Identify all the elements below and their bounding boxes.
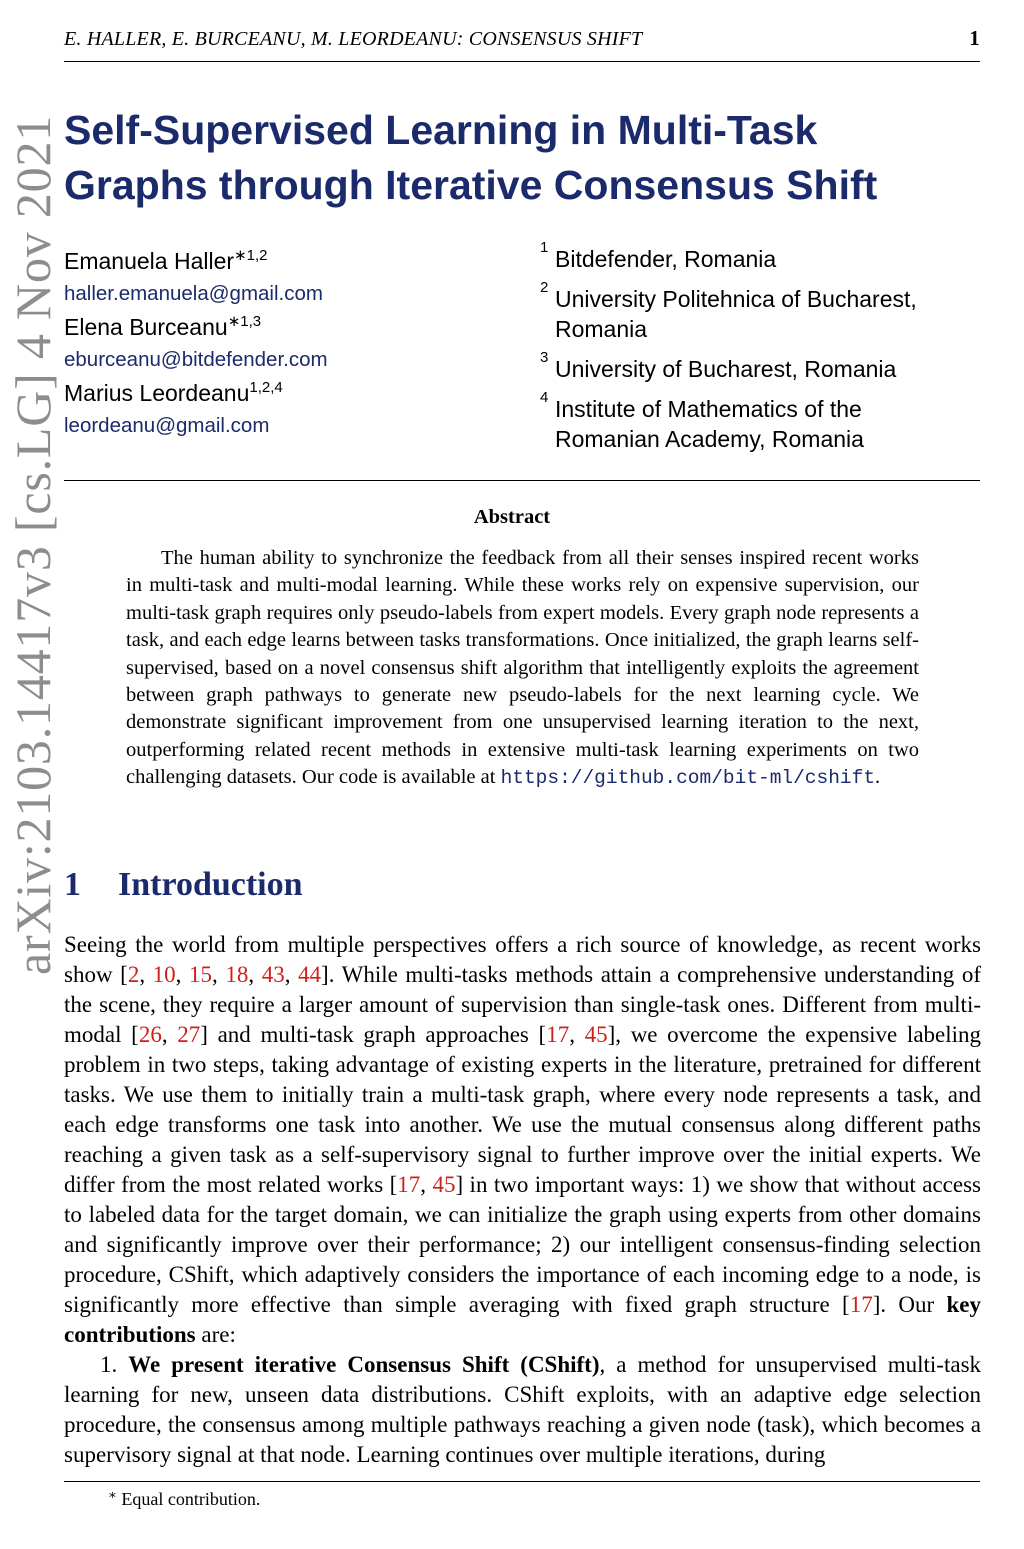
bold-phrase: key contributions [64, 1292, 982, 1347]
citation-link[interactable]: 45 [432, 1172, 456, 1197]
introduction-body [64, 930, 981, 1470]
text-run: ] in two important ways: 1) we show that without access to labeled data for the target domain, we can initialize the graph using experts from other domains and significantly improve over their performance; 2) our intelligent consensus-finding selection procedure, CShift, which adaptively considers the importance of each incoming edge to a node, is significantly more effective than simple averaging with fixed graph structure [ [64, 1172, 981, 1317]
text-run: , [139, 962, 153, 987]
citation-link[interactable]: 15 [189, 962, 212, 987]
citation-link[interactable]: 27 [177, 1022, 201, 1047]
citation-link[interactable]: 45 [584, 1022, 608, 1047]
text-run: ] and multi-task graph approaches [ [200, 1022, 547, 1047]
section-number: 1 [64, 866, 81, 903]
running-header [64, 26, 980, 51]
author-list [64, 244, 524, 442]
citation-link[interactable]: 43 [261, 962, 285, 987]
text-run: ]. While multi-tasks methods attain a comprehensive understanding of the scene, they require a larger amount of supervision than single-task ones. Different from multi-modal [ [64, 962, 982, 1047]
paper-title [64, 103, 964, 213]
text-run: , [569, 1022, 585, 1047]
text-run: , [175, 962, 189, 987]
citation-link[interactable]: 2 [127, 962, 140, 987]
section-title: Introduction [118, 866, 303, 903]
text-run: ], we overcome the expensive labeling problem in two steps, taking advantage of existing experts in the literature, pretrained for different tasks. We use them to initially train a multi-task graph, where every node represents a task, and each edge transforms one task into another. We use the mutual consensus along different paths reaching a given task as a self-supervisory signal to further improve over the initial experts. We differ from the most related works [ [64, 1022, 982, 1197]
text-run: , [248, 962, 262, 987]
running-title: E. HALLER, E. BURCEANU, M. LEORDEANU: CONSENSUS SHIFT [64, 28, 643, 50]
intro-paragraph [64, 930, 981, 1350]
citation-link[interactable]: 17 [546, 1022, 570, 1047]
bold-phrase: We present iterative Consensus Shift (CShift) [128, 1352, 600, 1377]
citation-link[interactable]: 18 [225, 962, 249, 987]
affiliation: 4 Institute of Mathematics of the Romanian Academy, Romania [540, 389, 864, 452]
citation-link[interactable]: 17 [397, 1172, 421, 1197]
author-name: Elena Burceanu$^{∗1,3}$ [64, 313, 262, 340]
author-email[interactable]: haller.emanuela@gmail.com [64, 282, 323, 305]
affiliation: 3 University of Bucharest, Romania [540, 349, 897, 382]
abstract-body: The human ability to synchronize the feedback from all their senses inspired recent works in multi-task and multi-modal learning. While these works rely on expensive supervision, our multi-task graph requires only pseudo-labels from expert models. Every graph node represents a task, and each edge learns between tasks transformations. Once initialized, the graph learns self-supervised, based on a novel consensus shift algorithm that intelligently exploits the agreement between graph pathways to generate new pseudo-labels for the next learning cycle. We demonstrate significant improvement from one unsupervised learning iteration to the next, outperforming related recent methods in extensive multi-task learning experiments on two challenging datasets. Our code is available at https://github.com/bit-ml/cshift. [126, 547, 919, 790]
arxiv-stamp: arXiv:2103.14417v3 [cs.LG] 4 Nov 2021 [5, 114, 61, 975]
text-run: , a method for unsupervised multi-task learning for new, unseen data distributions. CShift exploits, with an adaptive edge selection procedure, the consensus among multiple pathways reaching a given node (task), which becomes a supervisory signal at that node. Learning continues over multiple iterations, during [64, 1352, 982, 1467]
citation-link[interactable]: 44 [298, 962, 322, 987]
text-run: ]. Our [872, 1292, 947, 1317]
footnote-rule [64, 1481, 980, 1482]
author-email[interactable]: leordeanu@gmail.com [64, 414, 270, 437]
author-name: Marius Leordeanu$^{1,2,4}$ [64, 379, 283, 406]
citation-link[interactable]: 26 [138, 1022, 162, 1047]
citation-link[interactable]: 17 [849, 1292, 873, 1317]
contribution-item [64, 1350, 981, 1470]
text-run: , [284, 962, 299, 987]
code-link[interactable]: https://github.com/bit-ml/cshift [500, 767, 876, 790]
text-run: Seeing the world from multiple perspectives offers a rich source of knowledge, as recent works show [ [64, 932, 981, 987]
author-name: Emanuela Haller$^{∗1,2}$ [64, 247, 268, 274]
title-line-1: Self-Supervised Learning in Multi-Task [64, 107, 818, 153]
text-run: , [212, 962, 226, 987]
title-line-2: Graphs through Iterative Consensus Shift [64, 162, 878, 208]
header-rule [64, 61, 980, 62]
author-block-rule [64, 480, 980, 481]
text-run: 1. [100, 1352, 129, 1377]
text-run: are: [195, 1322, 236, 1347]
page-number: 1 [969, 26, 980, 50]
footnote: ∗ Equal contribution. [108, 1487, 261, 1509]
text-run: , [161, 1022, 178, 1047]
citation-link[interactable]: 10 [152, 962, 176, 987]
affiliation-list [540, 239, 970, 464]
abstract-heading: Abstract [473, 506, 551, 528]
text-run: , [420, 1172, 433, 1197]
author-email[interactable]: eburceanu@bitdefender.com [64, 348, 328, 371]
affiliation: 1 Bitdefender, Romania [540, 239, 777, 272]
affiliation: 2 University Politehnica of Bucharest, Romania [540, 279, 917, 342]
